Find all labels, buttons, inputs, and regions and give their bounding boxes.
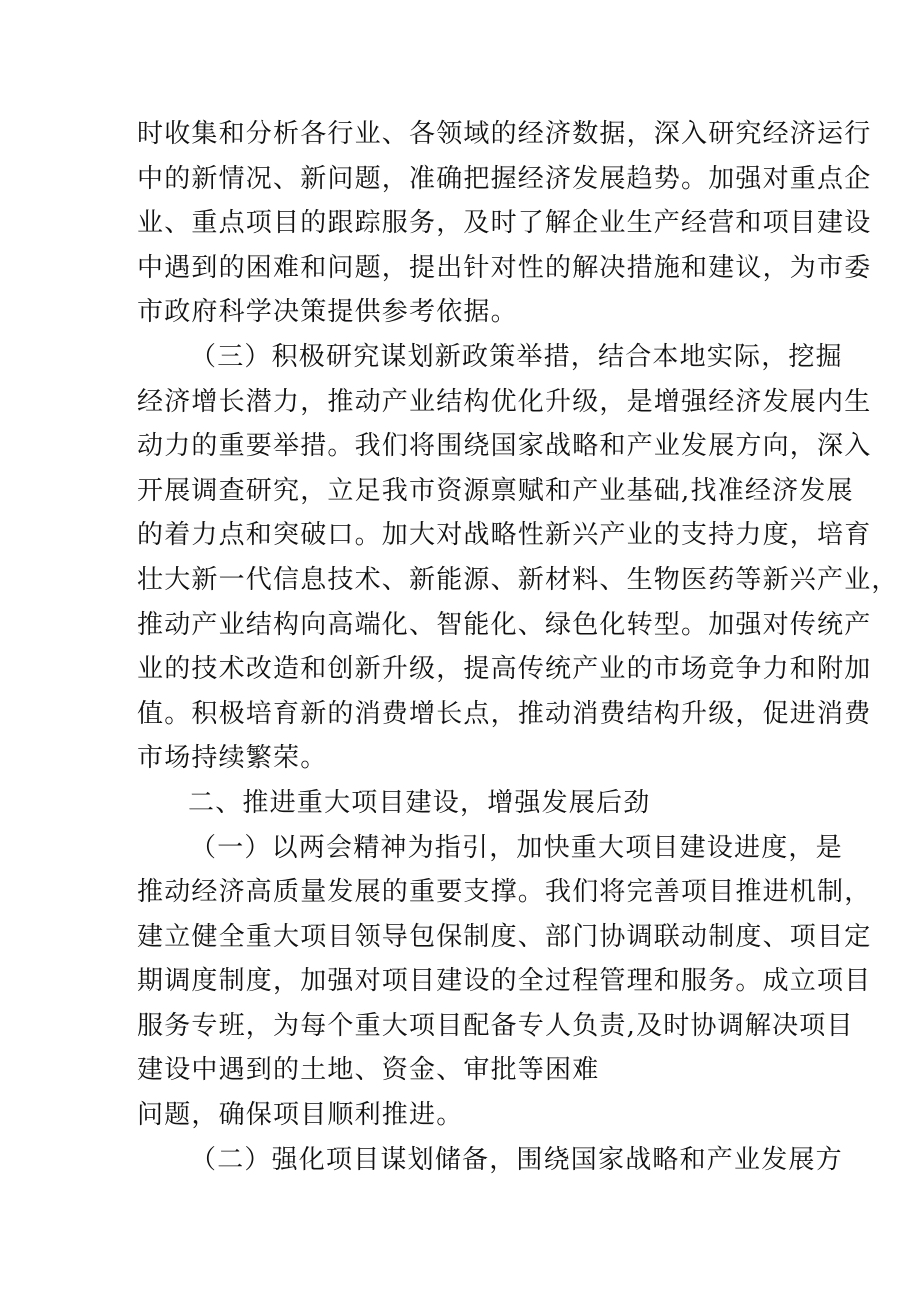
text-line: 中的新情况、新问题，准确把握经济发展趋势。加强对重点企 [137, 163, 872, 194]
text-line: 业、重点项目的跟踪服务，及时了解企业生产经营和项目建设 [137, 208, 872, 239]
paragraph-economic-data [137, 112, 872, 335]
text-line: 经济增长潜力，推动产业结构优化升级，是增强经济发展内生 [137, 386, 872, 417]
text-line: 动力的重要举措。我们将围绕国家战略和产业发展方向，深入 [137, 431, 872, 462]
text-line: 问题，确保项目顺利推进。 [137, 1100, 464, 1131]
text-line-first: （三）积极研究谋划新政策举措，结合本地实际，挖掘 [190, 341, 843, 372]
text-line: 建立健全重大项目领导包保制度、部门协调联动制度、项目定 [137, 921, 872, 952]
text-line: 市场持续繁荣。 [137, 743, 328, 774]
text-line: 业的技术改造和创新升级，提高传统产业的市场竞争力和附加 [137, 654, 872, 685]
heading-text: 二、推进重大项目建设，增强发展后劲 [188, 787, 651, 818]
text-line: 中遇到的困难和问题，提出针对性的解决措施和建议，为市委 [137, 252, 872, 283]
text-line-first: （二）强化项目谋划储备，围绕国家战略和产业发展方 [190, 1144, 843, 1175]
text-line: 期调度制度，加强对项目建设的全过程管理和服务。成立项目 [137, 966, 872, 997]
text-line: 市政府科学决策提供参考依据。 [137, 297, 518, 328]
text-line: 壮大新一代信息技术、新能源、新材料、生物医药等新兴产业， [137, 564, 899, 595]
text-line: 的着力点和突破口。加大对战略性新兴产业的支持力度，培育 [137, 520, 872, 551]
text-line: 推动产业结构向高端化、智能化、绿色化转型。加强对传统产 [137, 609, 872, 640]
text-line: 建设中遇到的土地、资金、审批等困难 [137, 1055, 600, 1086]
text-line: 值。积极培育新的消费增长点，推动消费结构升级，促进消费 [137, 698, 872, 729]
paragraph-accelerate-projects [137, 826, 872, 1138]
document-page [137, 112, 899, 1182]
text-line: 时收集和分析各行业、各领域的经济数据，深入研究经济运行 [137, 119, 872, 149]
text-line: 开展调查研究，立足我市资源禀赋和产业基础,找准经济发展 [137, 475, 854, 506]
section-heading-major-projects [137, 781, 793, 826]
text-line: 服务专班，为每个重大项目配备专人负责,及时协调解决项目 [137, 1010, 854, 1041]
text-line: 推动经济高质量发展的重要支撑。我们将完善项目推进机制， [137, 877, 872, 908]
paragraph-new-policy-measures [137, 335, 899, 781]
paragraph-project-reserve [137, 1138, 843, 1183]
text-line-first: （一）以两会精神为指引，加快重大项目建设进度，是 [190, 832, 843, 863]
